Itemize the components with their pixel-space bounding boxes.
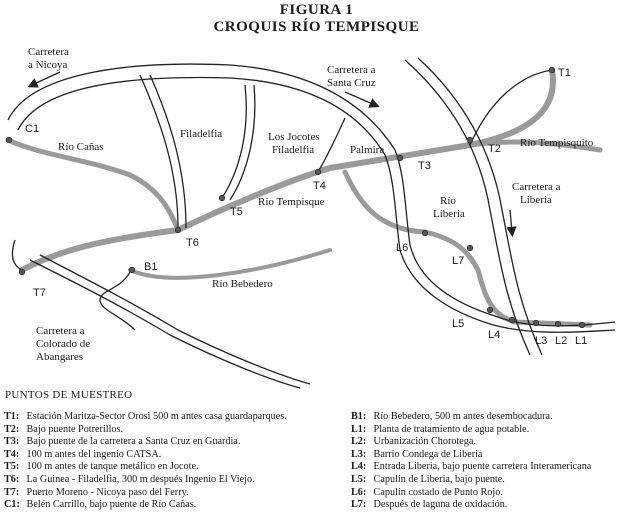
site-marker-l7	[467, 245, 473, 251]
label-filadelfia: Filadelfia	[180, 128, 223, 140]
legend-text: Entrada Liberia, bajo puente carretera Interamericana	[373, 461, 592, 473]
road-b1	[100, 272, 135, 330]
site-label-l6: L6	[396, 242, 409, 254]
legend-code: L7:	[351, 499, 367, 511]
label-road-abangares-1: Carretera a	[36, 325, 85, 337]
label-rio-tempisquito: Río Tempisquito	[520, 137, 594, 149]
legend-code: L4:	[351, 461, 367, 473]
label-road-abangares-2: Colorado de	[36, 338, 91, 350]
site-marker-l3	[533, 320, 539, 326]
site-marker-c1	[6, 137, 12, 143]
label-rio-canas: Río Cañas	[58, 141, 104, 153]
site-label-l2: L2	[555, 335, 568, 347]
legend-code: T7:	[4, 486, 20, 498]
legend-code: T2:	[4, 423, 20, 435]
legend-item	[351, 461, 631, 474]
legend-text: Después de laguna de oxidación.	[373, 499, 508, 511]
figure-number: FIGURA 1	[279, 2, 354, 18]
legend-item	[351, 449, 631, 462]
legend-item	[351, 424, 631, 437]
site-marker-t3	[397, 155, 403, 161]
legend-item	[4, 411, 344, 424]
road-abangares-b	[40, 255, 310, 384]
legend-text: Bajo puente Potrerillos.	[26, 423, 124, 435]
legend-item	[351, 499, 631, 512]
legend-text: Puerto Moreno - Nicoya paso del Ferry.	[26, 486, 189, 498]
site-label-l7: L7	[452, 255, 465, 267]
legend-item	[4, 461, 344, 474]
site-marker-t7	[19, 269, 25, 275]
legend-item	[4, 499, 344, 512]
legend-text: Bajo puente de la carretera a Santa Cruz en Guardia.	[26, 436, 241, 448]
site-marker-l2	[555, 321, 561, 327]
legend-left-column	[4, 411, 344, 512]
label-jocotes-2: Filadelfia	[272, 144, 315, 156]
label-road-nicoya-1: Carretera	[28, 46, 69, 58]
site-label-t3: T3	[418, 160, 431, 172]
legend-right-column	[351, 411, 631, 512]
legend-text: 100 m antes de tanque metálico en Jocote.	[26, 461, 199, 473]
legend-text: Río Bebedero, 500 m antes desembocadura.	[373, 411, 553, 422]
site-label-t2: T2	[488, 143, 501, 155]
arrow-liberia	[510, 210, 512, 232]
legend-code: T6:	[4, 473, 20, 485]
site-marker-l6	[422, 230, 428, 236]
site-marker-t1	[549, 67, 555, 73]
legend-code: T5:	[4, 461, 20, 473]
legend-item	[351, 487, 631, 500]
road-liberia-a	[405, 60, 530, 355]
site-label-l5: L5	[452, 318, 465, 330]
legend-item	[4, 424, 344, 437]
site-label-t7: T7	[33, 287, 46, 299]
legend-text: La Guinea - Filadelfia, 300 m después Ingenio El Viejo.	[26, 473, 255, 485]
legend-code: T1:	[4, 411, 20, 422]
site-label-l1: L1	[575, 335, 588, 347]
label-road-nicoya-2: a Nicoya	[28, 59, 68, 71]
legend-heading: PUNTOS DE MUESTREO	[5, 389, 133, 401]
legend-text: Urbanización Chorotega.	[373, 436, 476, 448]
legend-item	[4, 487, 344, 500]
site-label-t4: T4	[313, 180, 326, 192]
site-label-t6: T6	[186, 237, 199, 249]
label-road-liberia-1: Carretera a	[512, 181, 561, 193]
legend-code: L2:	[351, 436, 367, 448]
rio-bebedero	[130, 250, 330, 278]
label-road-santa-cruz-2: Santa Cruz	[327, 77, 376, 89]
legend-text: Planta de tratamiento de agua potable.	[373, 423, 530, 435]
legend-code: L6:	[351, 486, 367, 498]
legend-text: Capulín de Liberia, bajo puente.	[373, 473, 505, 485]
site-label-t5: T5	[230, 206, 243, 218]
legend-text: Barrio Condega de Liberia	[373, 448, 483, 460]
site-marker-t5	[219, 195, 225, 201]
rio-canas	[8, 140, 178, 230]
label-road-abangares-3: Abangares	[36, 351, 84, 363]
legend-text: Belén Carrillo, bajo puente de Río Cañas.	[26, 499, 197, 511]
site-marker-l1	[579, 322, 585, 328]
label-rio-bebedero: Río Bebedero	[212, 278, 273, 290]
site-marker-b1	[129, 267, 135, 273]
legend-item	[351, 436, 631, 449]
label-rio-liberia-2: Liberia	[433, 208, 465, 220]
site-label-c1: C1	[25, 123, 40, 135]
label-road-santa-cruz-1: Carretera a	[327, 64, 376, 76]
legend-item	[4, 436, 344, 449]
legend-code: T4:	[4, 448, 20, 460]
site-marker-t4	[315, 169, 321, 175]
label-jocotes-1: Los Jocotes	[268, 131, 320, 143]
site-marker-t2	[467, 137, 473, 143]
site-label-l4: L4	[488, 329, 501, 341]
site-label-t1: T1	[558, 67, 571, 79]
figure-title: CROQUIS RÍO TEMPISQUE	[213, 19, 420, 35]
legend-text: 100 m antes del ingenio CATSA.	[26, 448, 162, 460]
roads	[8, 58, 615, 388]
rio-tempisque	[22, 70, 553, 270]
legend-code: L5:	[351, 473, 367, 485]
label-rio-tempisque: Río Tempisque	[258, 196, 325, 208]
road-jocotes-b	[230, 85, 255, 200]
site-marker-l4	[509, 317, 515, 323]
label-road-liberia-2: Liberia	[520, 194, 552, 206]
legend-code: C1:	[4, 499, 20, 511]
legend-code: T3:	[4, 436, 20, 448]
legend-item	[4, 449, 344, 462]
site-marker-l5	[487, 307, 493, 313]
legend-text: Estación Maritza-Sector Orosi 500 m antes casa guardaparques.	[26, 411, 287, 422]
label-palmira: Palmira	[350, 144, 385, 156]
legend-item	[351, 474, 631, 487]
road-jocotes	[222, 85, 246, 198]
legend-code: B1:	[351, 411, 367, 422]
road-west	[12, 240, 22, 270]
legend-item	[4, 474, 344, 487]
legend-item	[351, 411, 631, 424]
label-rio-liberia-1: Río	[440, 195, 456, 207]
site-marker-t6	[175, 227, 181, 233]
site-label-l3: L3	[535, 335, 548, 347]
site-label-b1: B1	[144, 261, 158, 273]
legend-code: L1:	[351, 423, 367, 435]
legend-code: L3:	[351, 448, 367, 460]
legend-text: Capulín costado de Punto Rojo.	[373, 486, 503, 498]
